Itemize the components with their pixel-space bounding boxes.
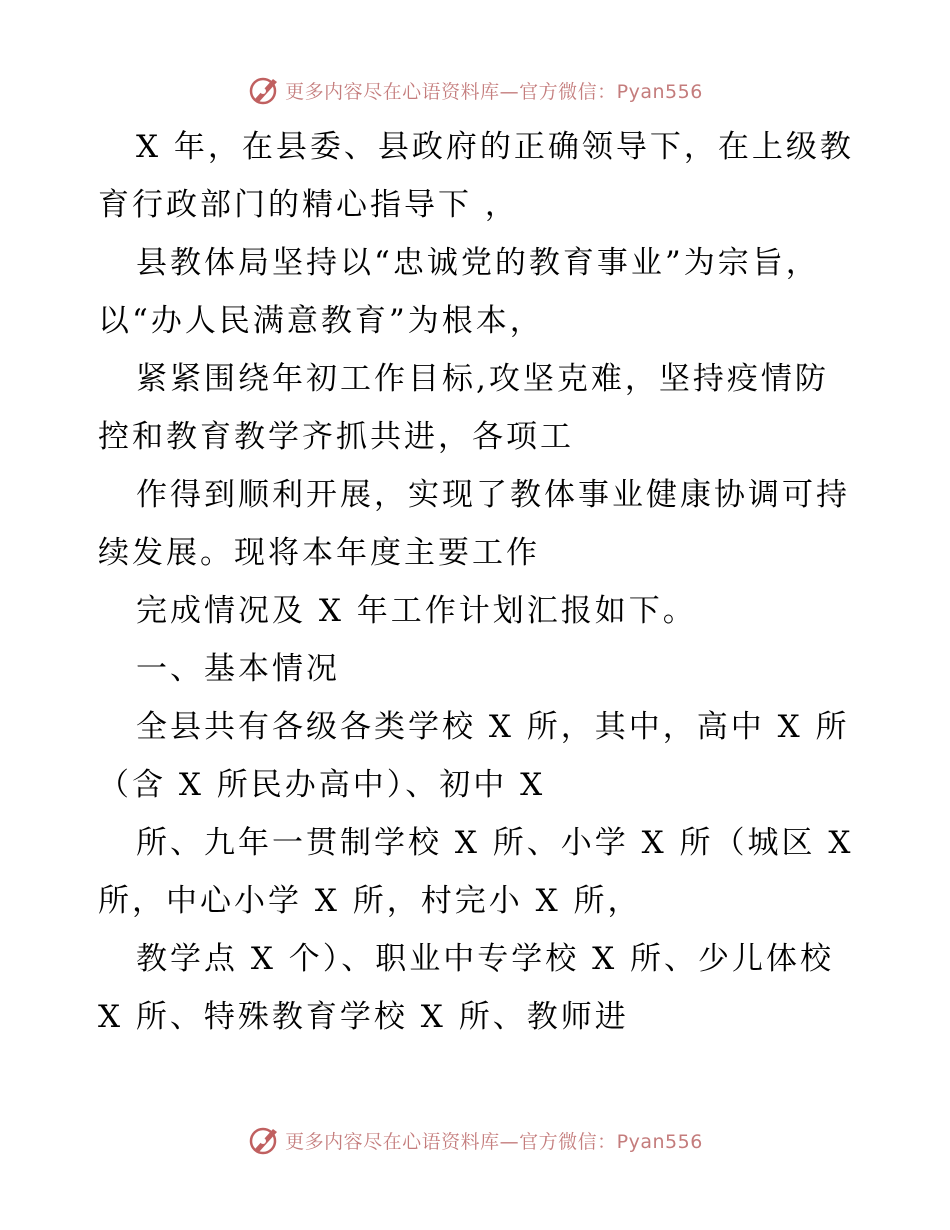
watermark-footer bbox=[0, 1120, 950, 1160]
text-line: 所、九年一贯制学校 X 所、小学 X 所（城区 X bbox=[136, 825, 854, 861]
text-line: 以“办人民满意教育”为根本， bbox=[98, 303, 544, 339]
text-line: 全县共有各级各类学校 X 所，其中，高中 X 所 bbox=[136, 709, 850, 745]
text-line: 作得到顺利开展，实现了教体事业健康协调可持 bbox=[136, 477, 850, 513]
document-body bbox=[98, 118, 858, 1046]
pen-logo-icon bbox=[247, 1123, 281, 1157]
text-line: 县教体局坚持以“忠诚党的教育事业”为宗旨， bbox=[136, 245, 820, 281]
text-line: X 所、特殊教育学校 X 所、教师进 bbox=[98, 999, 629, 1035]
text-line: 育行政部门的精心指导下 ， bbox=[98, 187, 519, 223]
pen-logo-icon bbox=[247, 73, 281, 107]
watermark-text: 更多内容尽在心语资料库—官方微信：Pyan556 bbox=[285, 80, 703, 103]
text-line: 教学点 X 个）、职业中专学校 X 所、少儿体校 bbox=[136, 941, 835, 977]
text-line: 完成情况及 X 年工作计划汇报如下。 bbox=[136, 593, 697, 629]
section-heading: 一、基本情况 bbox=[136, 651, 340, 687]
text-line: X 年，在县委、县政府的正确领导下，在上级教 bbox=[136, 129, 854, 165]
text-line: 所，中心小学 X 所，村完小 X 所， bbox=[98, 883, 642, 919]
text-line: 续发展。现将本年度主要工作 bbox=[98, 535, 540, 571]
text-line: （含 X 所民办高中）、初中 X bbox=[98, 767, 546, 803]
watermark-header bbox=[0, 70, 950, 110]
text-line: 紧紧围绕年初工作目标,攻坚克难，坚持疫情防 bbox=[136, 361, 829, 397]
watermark-text: 更多内容尽在心语资料库—官方微信：Pyan556 bbox=[285, 1130, 703, 1153]
text-line: 控和教育教学齐抓共进，各项工 bbox=[98, 419, 574, 455]
